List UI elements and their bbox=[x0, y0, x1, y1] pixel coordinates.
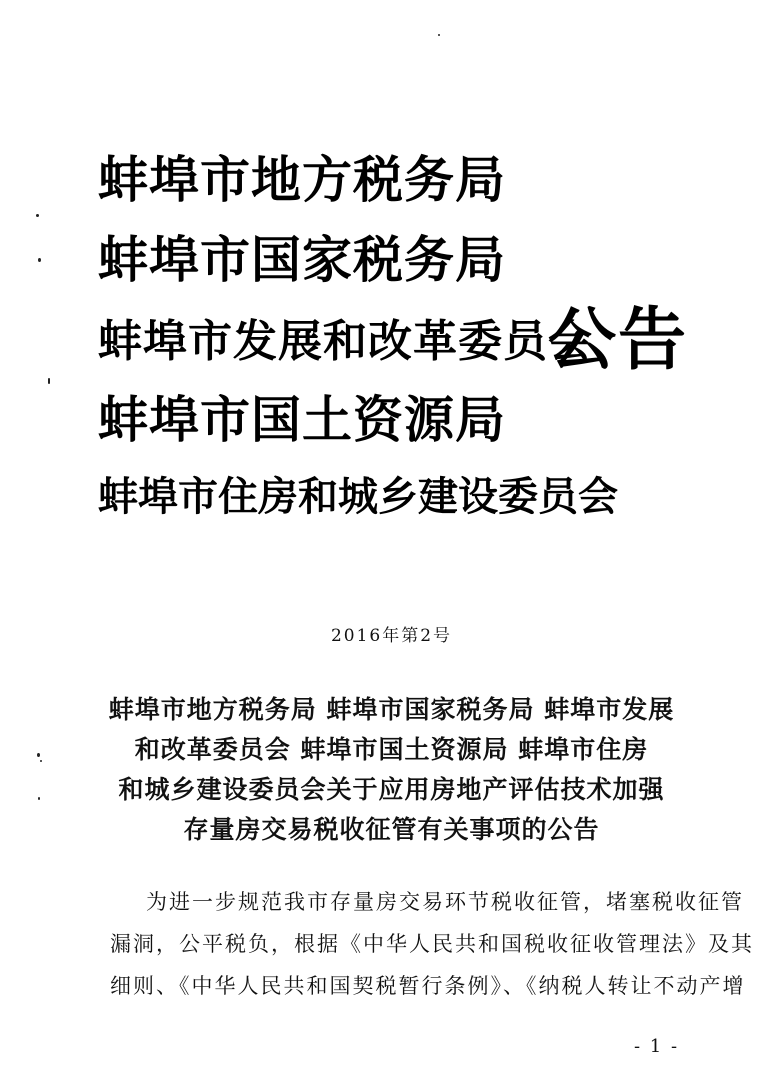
issuer-state-tax-bureau: 蚌埠市国家税务局 bbox=[98, 230, 506, 289]
scan-speck bbox=[36, 214, 39, 217]
scan-speck bbox=[38, 258, 41, 262]
scan-speck bbox=[48, 378, 50, 384]
scan-speck bbox=[40, 760, 42, 762]
body-line-1: 为进一步规范我市存量房交易环节税收征管，堵塞税收征管 bbox=[146, 890, 744, 914]
scan-speck bbox=[37, 753, 40, 757]
issuer-development-reform-commission: 蚌埠市发展和改革委员会 bbox=[98, 316, 593, 367]
notice-word: 公告 bbox=[548, 300, 689, 380]
issuer-housing-construction-commission: 蚌埠市住房和城乡建设委员会 bbox=[98, 473, 618, 520]
title-line-4: 存量房交易税收征管有关事项的公告 bbox=[183, 815, 600, 844]
title-line-2: 和改革委员会 蚌埠市国土资源局 蚌埠市住房 bbox=[134, 735, 649, 764]
issuer-land-resources-bureau: 蚌埠市国土资源局 bbox=[98, 390, 506, 449]
body-line-3: 细则、《中华人民共和国契税暂行条例》、《纳税人转让不动产增 bbox=[110, 974, 746, 998]
issuer-local-tax-bureau: 蚌埠市地方税务局 bbox=[98, 150, 506, 209]
title-line-1: 蚌埠市地方税务局 蚌埠市国家税务局 蚌埠市发展 bbox=[108, 695, 675, 724]
body-line-2: 漏洞，公平税负，根据《中华人民共和国税收征收管理法》及其 bbox=[110, 932, 754, 956]
scan-speck bbox=[438, 34, 440, 36]
page-number: - 1 - bbox=[634, 1036, 680, 1057]
document-number: 2016年第2号 bbox=[330, 626, 453, 646]
title-line-3: 和城乡建设委员会关于应用房地产评估技术加强 bbox=[118, 775, 665, 804]
scan-speck bbox=[38, 797, 40, 800]
